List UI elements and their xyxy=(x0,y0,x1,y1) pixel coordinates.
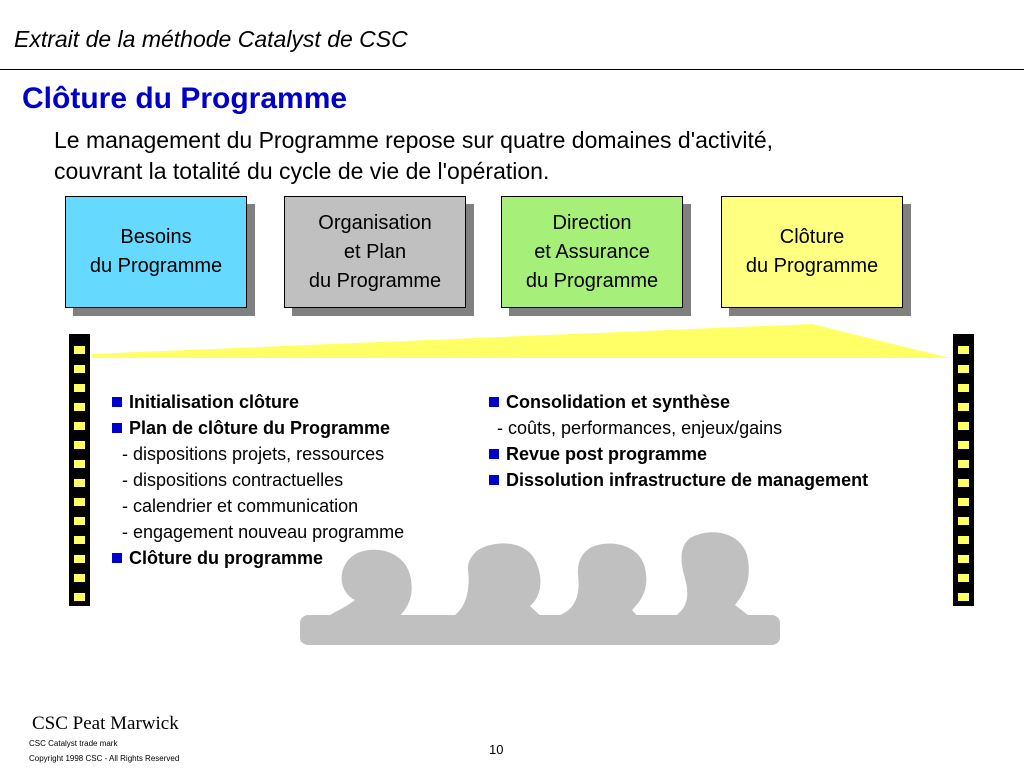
list-item-text: Clôture du programme xyxy=(129,548,324,568)
box-line: du Programme xyxy=(745,255,879,277)
bullet-icon xyxy=(112,423,122,433)
box-line: et Assurance xyxy=(534,240,650,263)
bullet-icon xyxy=(489,397,499,407)
list-item-text: Initialisation clôture xyxy=(129,392,300,412)
list-item-text: - calendrier et communication xyxy=(122,496,359,516)
film-hole xyxy=(958,346,969,354)
film-hole xyxy=(74,460,85,468)
box-line: du Programme xyxy=(525,269,659,292)
list-item-text: - engagement nouveau programme xyxy=(122,522,405,542)
silhouette-base xyxy=(300,615,780,645)
list-item-text: Revue post programme xyxy=(506,444,708,464)
list-subitem xyxy=(122,470,343,491)
list-item xyxy=(112,548,323,569)
film-hole xyxy=(958,555,969,563)
film-hole xyxy=(74,346,85,354)
bullet-icon xyxy=(112,397,122,407)
film-hole xyxy=(958,460,969,468)
box-line: Direction xyxy=(552,211,632,234)
page-number: 10 xyxy=(489,742,504,757)
box-line: et Plan xyxy=(343,240,407,263)
list-subitem xyxy=(122,444,384,465)
film-hole xyxy=(958,479,969,487)
film-hole xyxy=(958,536,969,544)
film-hole xyxy=(74,536,85,544)
film-hole xyxy=(958,384,969,392)
film-hole xyxy=(74,593,85,601)
film-hole xyxy=(958,441,969,449)
header-title: Extrait de la méthode Catalyst de CSC xyxy=(14,26,408,52)
box-line: Organisation xyxy=(318,211,432,234)
bullet-icon xyxy=(489,475,499,485)
slide-title: Clôture du Programme xyxy=(22,82,348,115)
footer-copyright: Copyright 1998 CSC - All Rights Reserved xyxy=(29,754,180,763)
film-hole xyxy=(958,365,969,373)
film-hole xyxy=(74,403,85,411)
list-item-text: Consolidation et synthèse xyxy=(506,392,731,412)
film-hole xyxy=(74,574,85,582)
list-subitem xyxy=(122,496,358,517)
film-hole xyxy=(958,593,969,601)
list-item-text: - dispositions projets, ressources xyxy=(122,444,385,464)
film-hole xyxy=(74,365,85,373)
list-item xyxy=(489,470,868,491)
intro-line-2: couvrant la totalité du cycle de vie de l'opération. xyxy=(54,158,550,184)
film-hole xyxy=(74,498,85,506)
list-item xyxy=(112,392,299,413)
film-hole xyxy=(958,403,969,411)
footer-trademark: CSC Catalyst trade mark xyxy=(29,739,118,748)
bullet-icon xyxy=(112,553,122,563)
list-item xyxy=(112,418,390,439)
intro-line-1: Le management du Programme repose sur quatre domaines d'activité, xyxy=(54,127,774,153)
list-item-text: - coûts, performances, enjeux/gains xyxy=(497,418,783,438)
film-hole xyxy=(74,422,85,430)
box-line: Clôture xyxy=(779,226,845,248)
box-line: Besoins xyxy=(120,226,192,248)
list-item xyxy=(489,444,707,465)
list-item-text: Plan de clôture du Programme xyxy=(129,418,391,438)
list-item-text: Dissolution infrastructure de management xyxy=(506,470,869,490)
film-strip-right xyxy=(953,334,974,606)
box-line: du Programme xyxy=(89,255,223,277)
list-subitem xyxy=(497,418,782,439)
film-hole xyxy=(74,384,85,392)
film-hole xyxy=(74,479,85,487)
film-hole xyxy=(74,555,85,563)
list-subitem xyxy=(122,522,404,543)
list-item xyxy=(489,392,730,413)
list-item-text: - dispositions contractuelles xyxy=(122,470,344,490)
film-hole xyxy=(74,517,85,525)
film-hole xyxy=(958,574,969,582)
film-strip-left xyxy=(69,334,90,606)
film-hole xyxy=(958,498,969,506)
film-hole xyxy=(958,422,969,430)
box-line: du Programme xyxy=(308,269,442,292)
film-hole xyxy=(958,517,969,525)
footer-company: CSC Peat Marwick xyxy=(32,713,179,734)
film-hole xyxy=(74,441,85,449)
bullet-icon xyxy=(489,449,499,459)
